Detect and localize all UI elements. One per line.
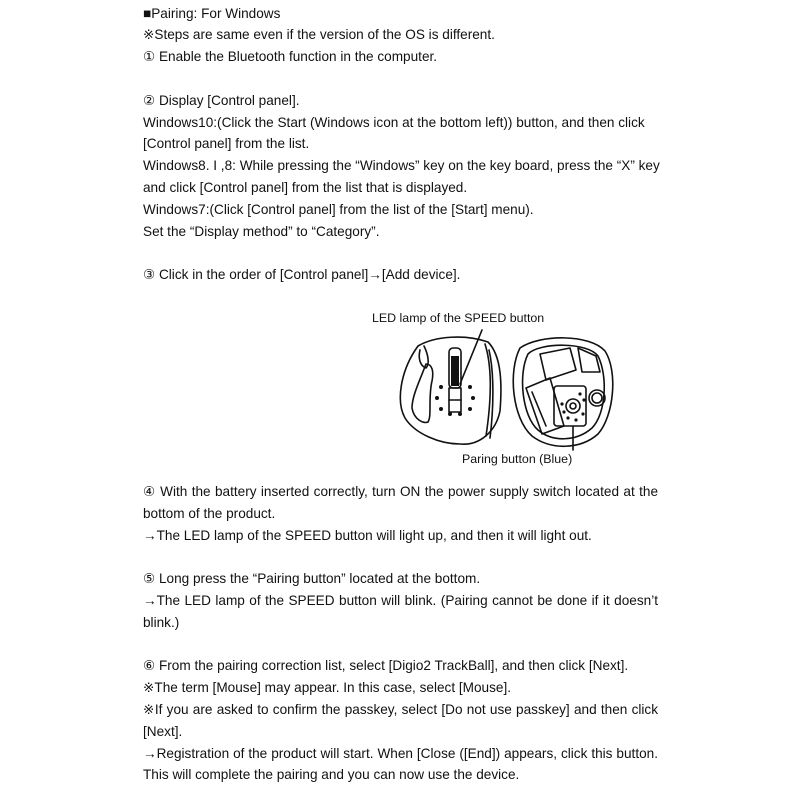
step-2-win10-line1: Windows10:(Click the Start (Windows icon at the bottom left)) button, and then click [143,115,645,130]
step-2-win8-line1: Windows8. I ,8: While pressing the “Windows” key on the key board, press the “X” key [143,158,660,173]
caption-pairing-button: Paring button (Blue) [462,452,573,466]
step-4-line1: ④ With the battery inserted correctly, turn ON the power supply switch located at the [143,484,658,499]
step-4-line3: →The LED lamp of the SPEED button will light up, and then it will light out. [143,528,592,543]
step-5-line3: blink.) [143,615,180,630]
step-1: ① Enable the Bluetooth function in the computer. [143,49,438,64]
step-3: ③ Click in the order of [Control panel]→[Add device]. [143,267,461,282]
step-5-line2: →The LED lamp of the SPEED button will blink. (Pairing cannot be done if it doesn’t [143,593,658,608]
pairing-button-dots-icon [560,392,585,421]
note-os-version: ※Steps are same even if the version of the OS is different. [143,27,495,42]
section-title: ■Pairing: For Windows [143,6,281,21]
caption-led-lamp: LED lamp of the SPEED button [372,311,545,325]
mouse-top-view [400,330,501,444]
step-6-line3: ※If you are asked to confirm the passkey, select [Do not use passkey] and then click [143,702,658,717]
step-4-line2: bottom of the product. [143,506,276,521]
step-2-display-method: Set the “Display method” to “Category”. [143,224,380,239]
step-6-line1: ⑥ From the pairing correction list, select [Digio2 TrackBall], and then click [Next]. [143,658,629,673]
step-2-heading: ② Display [Control panel]. [143,93,300,108]
step-6-line5: →Registration of the product will start. When [Close ([End]) appears, click this button. [143,746,658,761]
step-2-win8-line2: and click [Control panel] from the list that is displayed. [143,180,468,195]
step-2-win10-line2: [Control panel] from the list. [143,136,310,151]
step-5-line1: ⑤ Long press the “Pairing button” located at the bottom. [143,571,481,586]
mouse-bottom-view [513,338,613,450]
trackball-mouse-illustration [390,326,620,451]
step-6-line2: ※The term [Mouse] may appear. In this case, select [Mouse]. [143,680,512,695]
step-6-line4: [Next]. [143,724,183,739]
step-6-line6: This will complete the pairing and you can now use the device. [143,767,520,782]
step-2-win7: Windows7:(Click [Control panel] from the list of the [Start] menu). [143,202,534,217]
